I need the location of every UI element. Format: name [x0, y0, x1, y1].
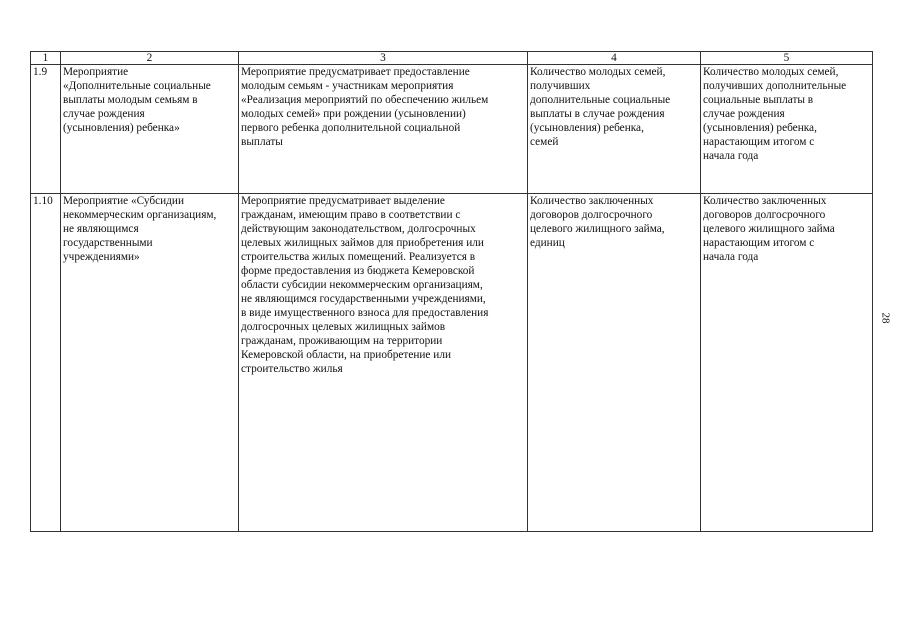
- table-row: [31, 194, 873, 532]
- indicator-cell: [528, 65, 701, 194]
- indicator-name: Количество молодых семей, получивших дополнительные социальные выплаты в случае рождения (усыновления) ребенка, семей: [530, 66, 671, 148]
- event-description: Мероприятие предусматривает выделение гражданам, имеющим право в соответствии с действующим законодательством, долгосрочных целевых жилищных займов для приобретения или строительства жилых помещений. Реализуется в форме предоставления из бюджета Кемеровской области субсидии некоммерческим организациям, не являющимся государственными учреждениями, в виде имущественного взноса для предоставления долгосрочных целевых жилищных займов гражданам, проживающим на территории Кемеровской области, на приобретение или строительство жилья: [241, 195, 489, 375]
- indicator-formula: Количество заключенных договоров долгосрочного целевого жилищного займа нарастающим итогом с начала года: [703, 195, 835, 263]
- header-cell-3: 3: [239, 52, 528, 65]
- formula-cell: [701, 194, 873, 532]
- row-number-cell: [31, 194, 61, 532]
- row-number: 1.10: [33, 195, 53, 207]
- event-name-cell: [61, 65, 239, 194]
- table-row: [31, 65, 873, 194]
- table-header-row: [31, 52, 873, 65]
- header-cell-1: 1: [31, 52, 61, 65]
- indicator-name: Количество заключенных договоров долгосрочного целевого жилищного займа, единиц: [530, 195, 665, 249]
- header-cell-2: 2: [61, 52, 239, 65]
- indicator-cell: [528, 194, 701, 532]
- row-number: 1.9: [33, 66, 48, 78]
- row-number-cell: [31, 65, 61, 194]
- header-cell-4: 4: [528, 52, 701, 65]
- page-number: 28: [879, 312, 892, 324]
- indicator-formula: Количество молодых семей, получивших дополнительные социальные выплаты в случае рождения (усыновления) ребенка, нарастающим итогом с начала года: [703, 66, 847, 162]
- event-name: Мероприятие «Субсидии некоммерческим организациям, не являющимся государственными учреждениями»: [63, 195, 217, 263]
- event-description-cell: [239, 194, 528, 532]
- event-description: Мероприятие предусматривает предоставление молодым семьям - участникам мероприятия «Реализация мероприятий по обеспечению жильем молодых семей» при рождении (усыновлении) первого ребенка дополнительной социальной выплаты: [241, 66, 489, 148]
- event-description-cell: [239, 65, 528, 194]
- formula-cell: [701, 65, 873, 194]
- event-name-cell: [61, 194, 239, 532]
- header-cell-5: 5: [701, 52, 873, 65]
- event-name: Мероприятие «Дополнительные социальные выплаты молодым семьям в случае рождения (усыновления) ребенка»: [63, 66, 211, 134]
- program-activities-table: [30, 51, 873, 532]
